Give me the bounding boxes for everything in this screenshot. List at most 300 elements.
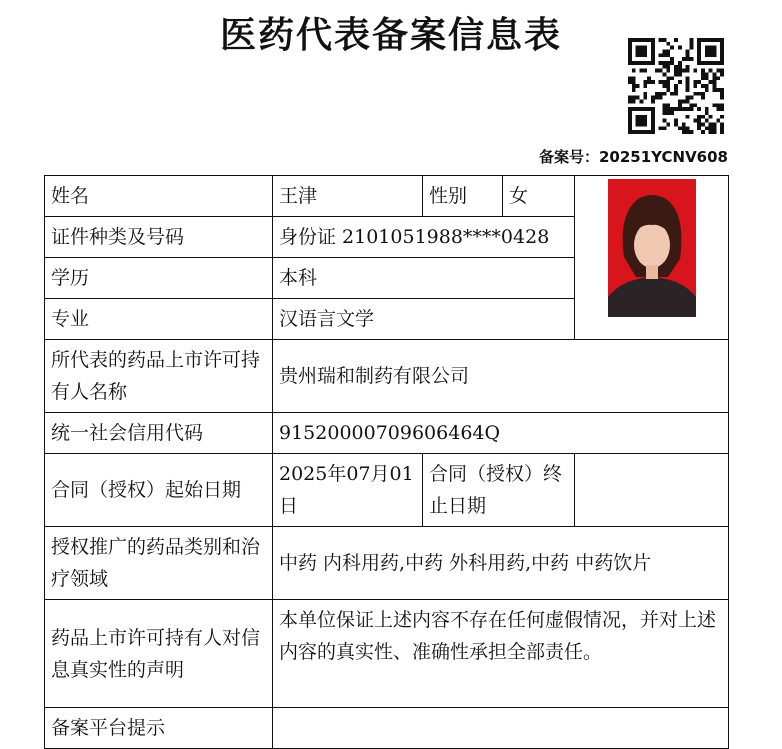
qr-module: [666, 103, 670, 107]
qr-module: [720, 126, 724, 130]
qr-module: [643, 38, 647, 42]
qr-module: [720, 61, 724, 65]
qr-module: [640, 50, 644, 54]
qr-module: [705, 53, 709, 57]
qr-module: [643, 107, 647, 111]
scope-label: 授权推广的药品类别和治疗领域: [45, 527, 273, 600]
qr-module: [663, 103, 667, 107]
qr-module: [663, 53, 667, 57]
qr-module: [674, 69, 678, 73]
qr-module: [712, 38, 716, 42]
platform-tip-label: 备案平台提示: [45, 708, 273, 749]
qr-module: [663, 119, 667, 123]
qr-module: [647, 76, 651, 80]
qr-module: [697, 50, 701, 54]
qr-module: [666, 84, 670, 88]
qr-module: [632, 99, 636, 103]
education-label: 学历: [45, 258, 273, 299]
qr-module: [632, 88, 636, 92]
qr-module: [712, 103, 716, 107]
qr-module: [693, 92, 697, 96]
qr-module: [712, 61, 716, 65]
qr-module: [686, 53, 690, 57]
qr-module: [720, 57, 724, 61]
qr-module: [643, 84, 647, 88]
qr-module: [720, 103, 724, 107]
qr-module: [659, 61, 663, 65]
qr-module: [678, 46, 682, 50]
credit-code-value: 91520000709606464Q: [273, 413, 729, 454]
qr-module: [701, 96, 705, 100]
qr-module: [651, 130, 655, 134]
qr-module: [628, 99, 632, 103]
qr-module: [682, 57, 686, 61]
qr-module: [712, 122, 716, 126]
qr-module: [670, 57, 674, 61]
qr-module: [632, 80, 636, 84]
qr-module: [659, 69, 663, 73]
qr-module: [647, 61, 651, 65]
qr-module: [632, 69, 636, 73]
qr-module: [628, 61, 632, 65]
platform-tip-value: [273, 708, 729, 749]
qr-module: [701, 115, 705, 119]
qr-module: [636, 38, 640, 42]
qr-module: [628, 126, 632, 130]
qr-module: [712, 53, 716, 57]
qr-module: [697, 42, 701, 46]
qr-module: [716, 103, 720, 107]
qr-module: [632, 76, 636, 80]
qr-module: [651, 111, 655, 115]
qr-module: [647, 38, 651, 42]
qr-module: [705, 73, 709, 77]
qr-module: [705, 126, 709, 130]
qr-module: [643, 53, 647, 57]
qr-module: [709, 38, 713, 42]
credit-code-label: 统一社会信用代码: [45, 413, 273, 454]
qr-module: [709, 80, 713, 84]
qr-module: [693, 69, 697, 73]
qr-module: [712, 130, 716, 134]
qr-module: [628, 111, 632, 115]
qr-module: [701, 130, 705, 134]
qr-module: [716, 38, 720, 42]
qr-module: [720, 88, 724, 92]
qr-module: [686, 107, 690, 111]
qr-module: [643, 69, 647, 73]
qr-module: [670, 61, 674, 65]
qr-module: [666, 122, 670, 126]
qr-module: [659, 96, 663, 100]
qr-module: [705, 107, 709, 111]
qr-module: [643, 130, 647, 134]
qr-module: [709, 50, 713, 54]
qr-module: [705, 61, 709, 65]
qr-module: [651, 107, 655, 111]
qr-module: [640, 61, 644, 65]
contract-end-value: [575, 454, 729, 527]
qr-module: [663, 73, 667, 77]
qr-module: [709, 46, 713, 50]
qr-module: [674, 119, 678, 123]
qr-module: [643, 46, 647, 50]
qr-module: [686, 50, 690, 54]
qr-module: [659, 126, 663, 130]
qr-module: [682, 126, 686, 130]
qr-module: [720, 69, 724, 73]
qr-module: [697, 53, 701, 57]
qr-module: [663, 107, 667, 111]
qr-module: [712, 50, 716, 54]
qr-module: [716, 88, 720, 92]
qr-module: [640, 130, 644, 134]
qr-module: [663, 84, 667, 88]
qr-module: [651, 80, 655, 84]
qr-module: [640, 99, 644, 103]
qr-module: [709, 53, 713, 57]
qr-module: [643, 96, 647, 100]
qr-module: [709, 126, 713, 130]
qr-module: [628, 42, 632, 46]
qr-module: [701, 69, 705, 73]
major-label: 专业: [45, 299, 273, 340]
qr-module: [640, 115, 644, 119]
qr-module: [689, 46, 693, 50]
qr-module: [663, 65, 667, 69]
qr-module: [689, 42, 693, 46]
qr-module: [670, 76, 674, 80]
record-number: [539, 146, 728, 167]
qr-module: [720, 73, 724, 77]
qr-module: [666, 88, 670, 92]
qr-module: [686, 80, 690, 84]
qr-module: [651, 46, 655, 50]
qr-module: [693, 84, 697, 88]
qr-module: [705, 50, 709, 54]
info-table: [44, 175, 729, 749]
holder-label: 所代表的药品上市许可持有人名称: [45, 340, 273, 413]
qr-module: [701, 122, 705, 126]
qr-module: [686, 69, 690, 73]
qr-module: [705, 88, 709, 92]
id-value: 身份证 2101051988****0428: [273, 217, 575, 258]
qr-module: [670, 46, 674, 50]
qr-module: [712, 73, 716, 77]
qr-module: [689, 57, 693, 61]
qr-module: [636, 50, 640, 54]
qr-module: [628, 50, 632, 54]
qr-module: [663, 80, 667, 84]
contract-start-value: 2025年07月01日: [273, 454, 423, 527]
qr-module: [682, 107, 686, 111]
qr-module: [697, 119, 701, 123]
qr-module: [628, 38, 632, 42]
qr-module: [643, 61, 647, 65]
qr-module: [628, 96, 632, 100]
qr-module: [632, 84, 636, 88]
qr-module: [643, 115, 647, 119]
qr-module: [678, 69, 682, 73]
qr-module: [716, 107, 720, 111]
qr-module: [651, 42, 655, 46]
qr-module: [686, 115, 690, 119]
qr-module: [666, 69, 670, 73]
qr-module: [697, 122, 701, 126]
qr-module: [720, 122, 724, 126]
qr-module: [655, 96, 659, 100]
qr-module: [647, 80, 651, 84]
qr-module: [643, 122, 647, 126]
qr-module: [693, 119, 697, 123]
qr-module: [628, 119, 632, 123]
qr-module: [697, 57, 701, 61]
qr-module: [659, 80, 663, 84]
qr-module: [663, 50, 667, 54]
qr-module: [663, 38, 667, 42]
qr-module: [720, 92, 724, 96]
qr-module: [716, 119, 720, 123]
record-number-value: 20251YCNV608: [599, 148, 728, 166]
qr-module: [628, 53, 632, 57]
qr-module: [678, 73, 682, 77]
qr-module: [640, 53, 644, 57]
photo-cell: [575, 176, 729, 340]
qr-module: [651, 57, 655, 61]
qr-module: [647, 107, 651, 111]
qr-module: [709, 115, 713, 119]
qr-module: [701, 38, 705, 42]
declaration-value: 本单位保证上述内容不存在任何虚假情况，并对上述内容的真实性、准确性承担全部责任。: [273, 600, 729, 708]
qr-module: [682, 130, 686, 134]
qr-module: [693, 103, 697, 107]
contract-end-label: 合同（授权）终止日期: [423, 454, 575, 527]
qr-module: [705, 84, 709, 88]
qr-module: [686, 96, 690, 100]
qr-module: [666, 111, 670, 115]
qr-module: [628, 57, 632, 61]
qr-module: [636, 122, 640, 126]
qr-module: [643, 50, 647, 54]
qr-module: [651, 53, 655, 57]
qr-module: [666, 80, 670, 84]
qr-module: [697, 107, 701, 111]
qr-module: [651, 61, 655, 65]
qr-module: [674, 38, 678, 42]
qr-module: [636, 115, 640, 119]
qr-module: [686, 57, 690, 61]
qr-module: [647, 130, 651, 134]
qr-module: [720, 46, 724, 50]
qr-module: [689, 38, 693, 42]
qr-module: [697, 61, 701, 65]
qr-module: [720, 115, 724, 119]
qr-module: [674, 92, 678, 96]
holder-value: 贵州瑞和制药有限公司: [273, 340, 729, 413]
qr-module: [659, 38, 663, 42]
qr-module: [720, 38, 724, 42]
qr-module: [720, 53, 724, 57]
qr-module: [666, 53, 670, 57]
qr-module: [628, 130, 632, 134]
qr-module: [651, 99, 655, 103]
qr-module: [697, 92, 701, 96]
qr-module: [720, 96, 724, 100]
qr-module: [655, 69, 659, 73]
qr-module: [712, 84, 716, 88]
qr-module: [636, 53, 640, 57]
qr-module: [651, 38, 655, 42]
qr-module: [628, 76, 632, 80]
qr-module: [636, 96, 640, 100]
qr-module: [686, 126, 690, 130]
qr-module: [666, 61, 670, 65]
qr-module: [689, 96, 693, 100]
photo-face: [634, 222, 670, 268]
qr-module: [720, 50, 724, 54]
qr-module: [678, 126, 682, 130]
qr-module: [709, 61, 713, 65]
qr-module: [701, 73, 705, 77]
qr-module: [697, 126, 701, 130]
qr-module: [659, 92, 663, 96]
scope-value: 中药 内科用药,中药 外科用药,中药 中药饮片: [273, 527, 729, 600]
qr-module: [709, 69, 713, 73]
qr-module: [663, 126, 667, 130]
gender-label: 性别: [423, 176, 503, 217]
qr-module: [686, 65, 690, 69]
qr-module: [674, 73, 678, 77]
qr-module: [666, 50, 670, 54]
qr-module: [705, 38, 709, 42]
qr-module: [655, 92, 659, 96]
qr-module: [651, 96, 655, 100]
qr-module: [678, 61, 682, 65]
qr-module: [701, 61, 705, 65]
qr-module: [643, 92, 647, 96]
qr-module: [659, 53, 663, 57]
qr-module: [674, 65, 678, 69]
qr-module: [712, 126, 716, 130]
qr-module: [628, 115, 632, 119]
qr-module: [632, 130, 636, 134]
qr-module: [689, 103, 693, 107]
gender-value: 女: [503, 176, 575, 217]
qr-module: [701, 76, 705, 80]
qr-module: [682, 99, 686, 103]
qr-module: [651, 119, 655, 123]
qr-module: [678, 107, 682, 111]
qr-module: [705, 119, 709, 123]
qr-module: [682, 122, 686, 126]
qr-module: [716, 69, 720, 73]
qr-module: [640, 119, 644, 123]
qr-module: [640, 122, 644, 126]
qr-module: [632, 61, 636, 65]
qr-module: [697, 80, 701, 84]
declaration-label: 药品上市许可持有人对信息真实性的声明: [45, 600, 273, 708]
qr-module: [678, 65, 682, 69]
qr-module: [709, 130, 713, 134]
qr-module: [720, 130, 724, 134]
qr-module: [678, 80, 682, 84]
qr-module: [636, 107, 640, 111]
qr-module: [670, 107, 674, 111]
qr-module: [651, 122, 655, 126]
qr-module: [697, 115, 701, 119]
qr-module: [651, 115, 655, 119]
qr-module: [666, 65, 670, 69]
qr-module: [666, 107, 670, 111]
qr-module: [720, 107, 724, 111]
qr-module: [636, 84, 640, 88]
qr-module: [689, 130, 693, 134]
qr-module: [716, 61, 720, 65]
qr-module: [632, 38, 636, 42]
qr-module: [678, 103, 682, 107]
contract-start-label: 合同（授权）起始日期: [45, 454, 273, 527]
qr-module: [628, 80, 632, 84]
qr-module: [651, 126, 655, 130]
qr-module: [640, 38, 644, 42]
qr-module: [628, 46, 632, 50]
qr-module: [686, 76, 690, 80]
qr-module: [636, 130, 640, 134]
qr-module: [663, 111, 667, 115]
name-label: 姓名: [45, 176, 273, 217]
qr-module: [705, 111, 709, 115]
qr-module: [643, 119, 647, 123]
qr-module: [640, 69, 644, 73]
qr-code-icon: [628, 38, 724, 134]
qr-module: [636, 61, 640, 65]
qr-module: [628, 122, 632, 126]
qr-module: [705, 76, 709, 80]
qr-module: [705, 46, 709, 50]
education-value: 本科: [273, 258, 575, 299]
qr-module: [663, 92, 667, 96]
qr-module: [640, 107, 644, 111]
qr-module: [701, 84, 705, 88]
qr-module: [686, 88, 690, 92]
major-value: 汉语言文学: [273, 299, 575, 340]
qr-module: [686, 84, 690, 88]
qr-module: [682, 69, 686, 73]
qr-module: [666, 76, 670, 80]
qr-module: [670, 92, 674, 96]
qr-module: [701, 92, 705, 96]
qr-module: [674, 84, 678, 88]
qr-module: [636, 119, 640, 123]
qr-module: [697, 46, 701, 50]
qr-module: [663, 61, 667, 65]
qr-module: [640, 46, 644, 50]
qr-module: [666, 42, 670, 46]
id-label: 证件种类及号码: [45, 217, 273, 258]
qr-module: [712, 46, 716, 50]
qr-module: [712, 80, 716, 84]
qr-module: [643, 80, 647, 84]
qr-module: [632, 107, 636, 111]
qr-module: [651, 50, 655, 54]
qr-module: [697, 38, 701, 42]
qr-module: [720, 42, 724, 46]
qr-module: [636, 46, 640, 50]
qr-module: [674, 107, 678, 111]
record-number-label: 备案号：: [538, 148, 599, 166]
qr-module: [716, 76, 720, 80]
qr-module: [712, 88, 716, 92]
